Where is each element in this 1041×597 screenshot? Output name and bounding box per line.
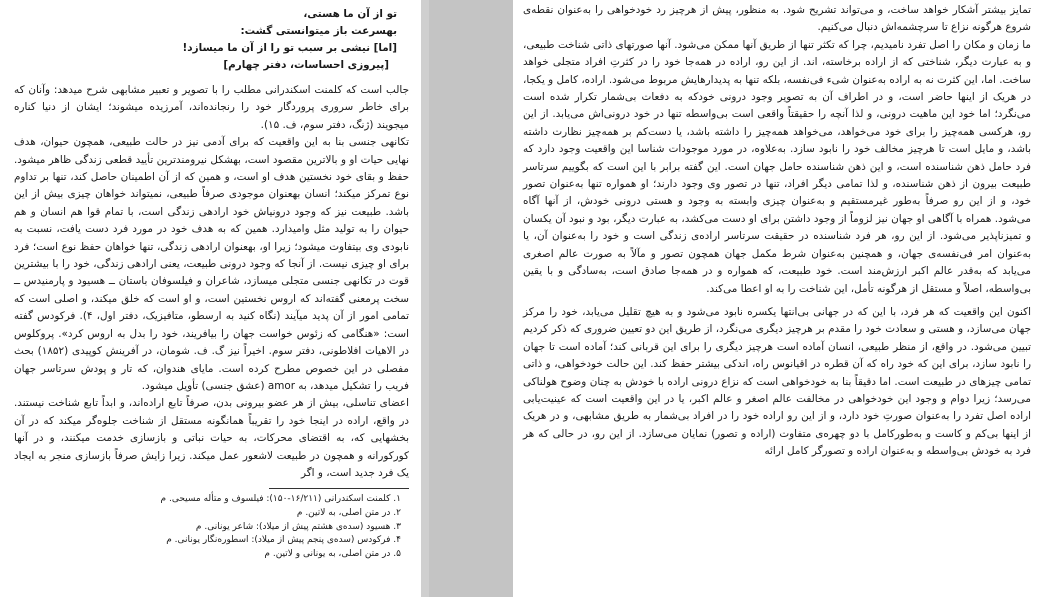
footnotes [14,493,409,561]
footnote: ۳. هسیود (سده‌ی هشتم پیش از میلاد): شاعر یونانی. م [195,521,401,532]
footnote-divider [269,488,409,489]
poem-line: تو از آن ما هستی، [303,8,397,20]
poem-line: [اما] نیشی بر سبب تو را از آن ما میسازد! [182,42,397,54]
paragraph: اکنون این واقعیت که هر فرد، با این که در جهانی بی‌انتها یکسره نابود می‌شود و به هیچ تقلیل می‌یابد، خود را مرکز جهان می‌سازد، و هستی و سعادت خود را مقدم بر هرچیز دیگری می‌نگرد، از طریق این دو تعیین ضروری که ذکر کردیم تبیین می‌شود. در واقع، از منظر طبیعی، انسان آماده است هرچیز دیگری را برای این قربانی کند؛ آماده است تا جهان را نابود سازد، برای این که خود راه که آن قطره در اقیانوس راه، اندکی بیشتر حفظ کند. این حالت خودخواهی، و ذاتی تمامی چیزهای در طبیعت است. اما دقیقاً بنا به خودخواهی است که نزاع درونی اراده با خودش به چنان وضوح هولناکی می‌رسد؛ زیرا دوام و وجود این خودخواهی در مخالفت عالم اصغر و عالم اکبر، یا در این واقعیت است که عینیت‌یابی اراده اصل تفرد را به‌عنوان صورتِ خود دارد، و از این رو اراده خود را در افراد بی‌شمار به طریق مشابهی، و در هریک از اینها بی‌کم و کاست و به‌طورکامل با دو چهره‌ی متفاوت (اراده و تصور) نمایان می‌سازد. از این رو، در حالی که هر فرد به خودش بی‌واسطه و به‌عنوان اراده و تصورگر کامل ارائه [523,305,1031,458]
footnote: ۵. در متن اصلی، به یونانی و لاتین. م [264,548,401,559]
footnote: ۲. در متن اصلی، به لاتین. م [296,507,401,518]
poem-line: بهسرعت باز میتوانستی گشت: [240,25,397,37]
spread-gap [429,0,513,597]
poem-block [14,6,409,74]
left-page [0,0,421,597]
footnote: ۴. فرکودس (سده‌ی پنجم پیش از میلاد): اسطوره‌نگار یونانی. م [166,535,401,546]
footnote: ۱. کلمنت اسکندرانی (۱۶/۲۱۱-۱۵۰): فیلسوف و متأله مسیحی. م [160,494,401,505]
poem-source: [پیروزی احساسات، دفتر چهارم] [223,59,389,71]
paragraph: ما زمان و مکان را اصل تفرد نامیدیم، چرا که تکثر تنها از طریق آنها ممکن می‌شود. آنها صورتهای ذاتی شناخت طبیعی، و به عبارت دیگر، شناختی که از اراده برخاسته، اند. از این رو، اراده در همه‌جا خود را در کثرتِ افراد متجلی خواهد ساخت. اما، این کثرت نه به اراده به‌عنوان شیء فی‌نفسه، بلکه تنها به پدیدارهایش مربوط می‌شود. اراده، کامل و یکجا، در هریک از اینها حاضر است، و در اطراف آن به تصویر وجود درونی خودکه به دفعات بی‌شمار تکرار شده است می‌نگرد؛ اما خود این ماهیت درونی، و لذا آنچه را حقیقتاً واقعی است بی‌واسطه تنها در خود درونی‌اش می‌یابد. از این رو، هرکسی همه‌چیز را برای خود می‌خواهد، می‌خواهد همه‌چیز را داشته باشد، یا دست‌کم بر همه‌چیز نظارت داشته باشد، و مایل است تا هرچیز مخالف خود را نابود سازد. به‌علاوه، در مورد موجودات شناسا این واقعیت وجود دارد که فرد حامل ذهن شناسنده است، و این ذهن شناسنده حامل جهان است. این گفته برابر با این است که بگوییم سرتاسر طبیعت بیرون از ذهن شناسنده، و لذا تمامی دیگر افراد، تنها در تصور وی وجود دارند؛ او همواره تنها به‌عنوان تصور خود، و از این رو صرفاً به‌طور غیرمستقیم و به‌عنوان چیزی وابسته به وجود و هستی درونی خودش، از آنها آگاه می‌شود. همراه با آگاهی او جهان نیز لزوماً از وجود داشتن برای او دست می‌کشد، به عبارت دیگر، بود و نبود آن یکسان و تمیزناپذیر می‌شود. از این رو، هر فرد شناسنده در حقیقت سرتاسر اراده‌ی زندگی است و خود را به‌عنوان آن، یا به‌عنوان امر فی‌نفسه‌ی جهان، و همچنین به‌عنوان شرط مکمل جهان همچون تصور و مآلاً به صورت عالم اصغری می‌یابد که به‌قدر عالم اکبر ارزش‌مند است. خود طبیعت، که همواره و در همه‌جا صادق است، به‌سادگی و با یقین بی‌واسطه، اصلاً و مستقل از هرگونه تأمل، این شناخت را به او اعطا می‌کند. [522,38,1031,295]
page-gutter [421,0,429,597]
paragraph: جالب است که کلمنت اسکندرانی مطلب را با تصویر و تعبیر مشابهی شرح میدهد: وآنان که برای خاطر سروری پروردگار خود را رنجانده‌اند، آمرزیده میشوند؛ ایشان از دنیا کناره میجویند (ژنگ، دفتر سوم، ف. ۱۵). [14,84,409,131]
paragraph: تکانهی جنسی بنا به این واقعیت که برای آدمی نیز در حالت طبیعی، همچون حیوان، هدف نهایی حیات او و بالاترین مقصود است، بهشکل نیرومندترین تأیید قطعی زندگی ظاهر میشود. حفظ و بقای خود نخستین هدف او است، و همین که از آن اطمینان حاصل کند، تنها بر تداوم نوع تمرکز میکند؛ انسان بهعنوان موجودی صرفاً طبیعی، نمیتواند خواهان چیزی بیش از این باشد. طبیعت نیز که وجود درونیاش خود ارادهی زندگی است، با تمام قوا هم انسان و هم حیوان را به تولید مثل وامیدارد. همین که به هدف خود در مورد فرد دست یافت، نسبت به نابودی وی بیتفاوت میشود؛ زیرا او، بهعنوان ارادهی زندگی، تنها خواهان حفظ نوع است؛ فرد برای او چیزی نیست. از آنجا که وجود درونی طبیعت، یعنی ارادهی زندگی، خود را با بیشترین قوت در تکانهی جنسی متجلی میسازد، شاعران و فیلسوفان باستان ــ هسیود و پارمنیدس ــ سخت پرمعنی گفته‌اند که اروس نخستین است، و او است که خلق میکند، و اصلی است که تمامی امور از آن پدید میآیند (نگاه کنید به ارسطو، متافیزیک، دفتر اول، ۴). فرکودس گفته است: «هنگامی که زئوس خواست جهان را بیافریند، خود را بدل به اروس کرد». پروکلوس در الاهیات افلاطونی، دفتر سوم. اخیراً نیز گ. ف. شومان، در آفرینش کوپیدی (۱۸۵۲) بحث مفصلی در این خصوص مطرح کرده است. مایای هندوان، که تار و پودش سرتاسر جهان فریب را تشکیل میدهد، به amor (عشق جنسی) تأویل میشود. [14,136,409,392]
right-page [513,0,1041,597]
paragraph: اعضای تناسلی، بیش از هر عضو بیرونی بدن، صرفاً تابع اراده‌اند، و ابداً تابع شناخت نیستند. در واقع، اراده در اینجا خود را تقریباً همانگونه مستقل از شناخت جلوه‌گر میکند که در آن بخشهایی که، به اقتضای محرکات، به حیات نباتی و بازسازی خدمت میکنند، و در آنها کورکورانه و همچون در طبیعت لاشعور عمل میکند. زیرا زایش صرفاً بازسازی منجر به ایجاد یک فرد جدید است، و اگر [14,397,409,479]
paragraph: تمایز بیشتر آشکار خواهد ساخت، و می‌تواند تشریح شود. به منظور، پیش از هرچیز رد خودخواهی را به‌عنوان نقطه‌ی شروع هرگونه نزاع تا سرچشمه‌اش دنبال می‌کنیم. [523,4,1031,34]
